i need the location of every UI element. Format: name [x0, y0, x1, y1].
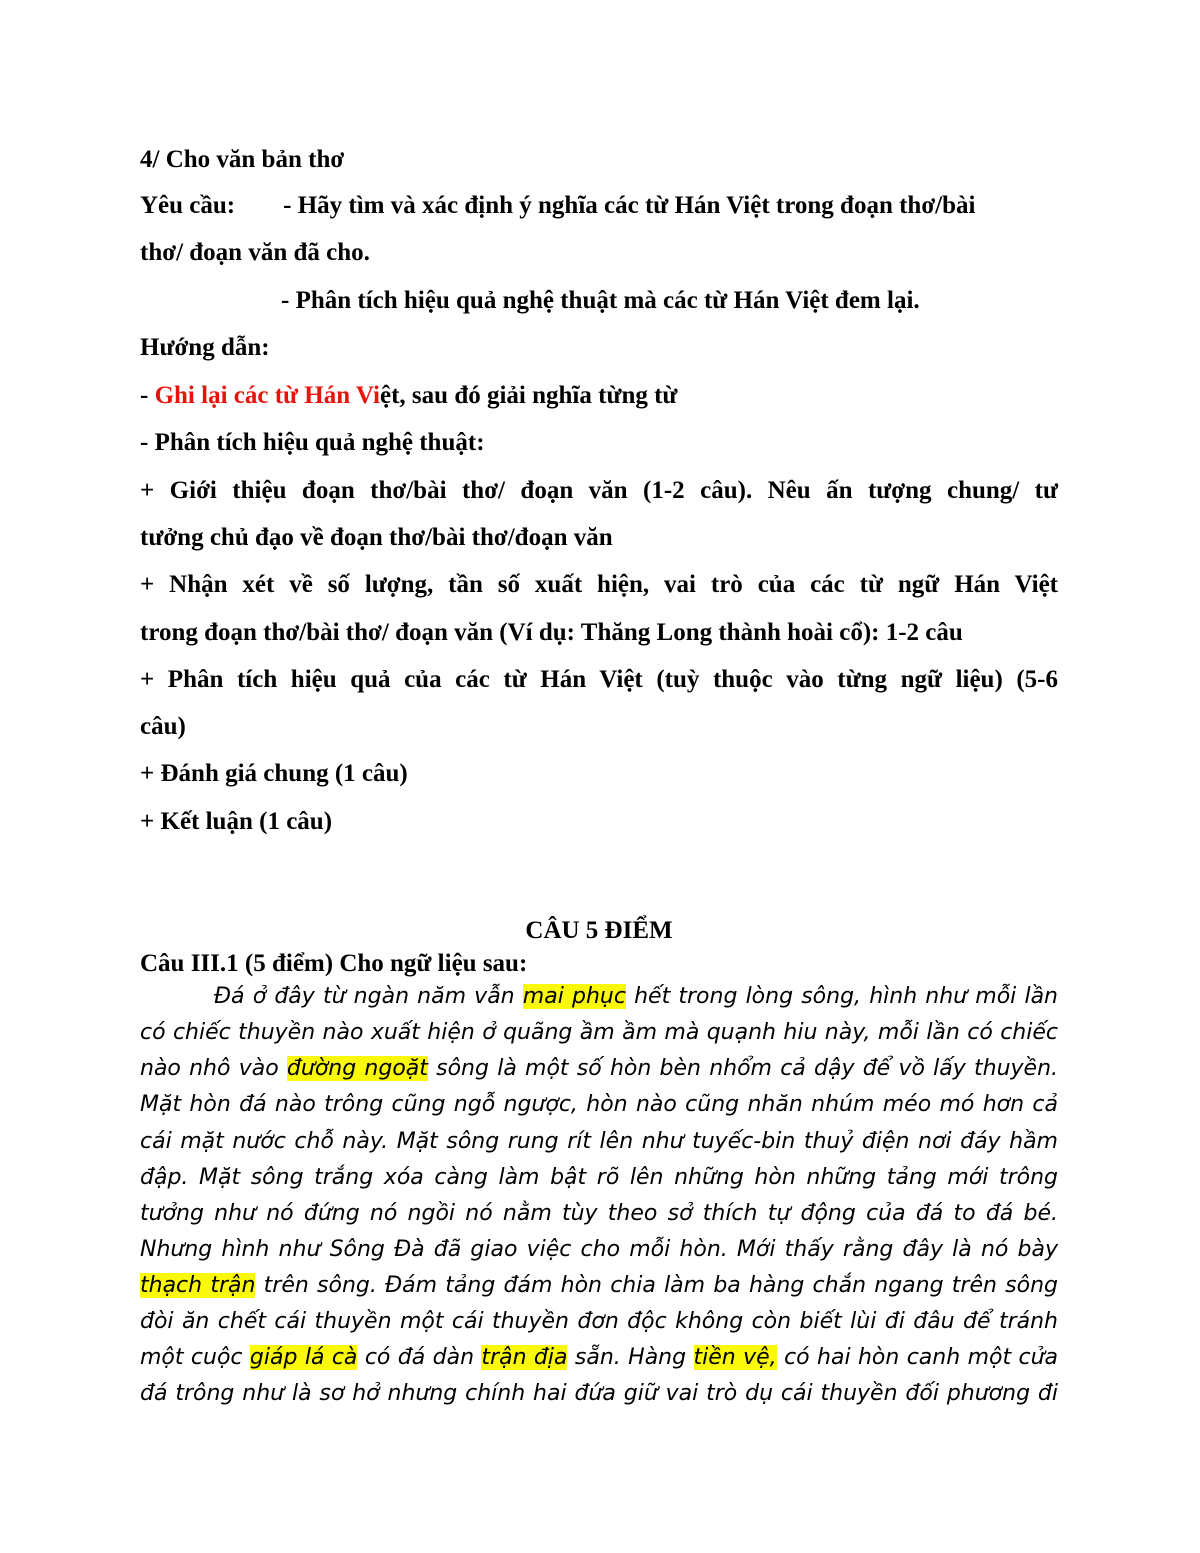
passage-line-11 [140, 1341, 1058, 1375]
guide-item-5b: câu) [140, 713, 186, 740]
passage-line-8: Nhưng hình như Sông Đà đã giao việc cho mỗi hòn. Mới thấy rằng đây là nó bày [140, 1237, 1058, 1262]
passage-line-9 [140, 1269, 1058, 1303]
question-heading: Câu III.1 (5 điểm) Cho ngữ liệu sau: [140, 950, 528, 977]
guide-item-1 [140, 380, 1058, 412]
guide-item-3b: tưởng chủ đạo về đoạn thơ/bài thơ/đoạn văn [140, 524, 613, 551]
requirement-line-1 [140, 190, 1058, 222]
passage-text: trên sông. Đám tảng đám hòn chia làm ba hàng chắn ngang trên sông [255, 1273, 1058, 1298]
passage-line-2: có chiếc thuyền nào xuất hiện ở quãng ầm ầm mà quạnh hiu này, mỗi lần có chiếc [140, 1020, 1058, 1045]
guide-item-1-rest: ệt, sau đó giải nghĩa từng từ [380, 382, 678, 409]
highlight-duong-ngoat: đường ngoặt [286, 1056, 428, 1081]
guide-item-3a: + Giới thiệu đoạn thơ/bài thơ/ đoạn văn (1-2 câu). Nêu ấn tượng chung/ tư [140, 477, 1058, 504]
guide-item-1-red: Ghi lại các từ Hán Vi [154, 382, 381, 409]
passage-text: Đá ở đây từ ngàn năm vẫn [214, 984, 523, 1009]
passage-line-3 [140, 1052, 1058, 1086]
section5-title: CÂU 5 ĐIỂM [525, 917, 673, 944]
requirement-label: Yêu cầu: [140, 192, 236, 219]
passage-line-6: đập. Mặt sông trắng xóa càng làm bật rõ lên những hòn những tảng mới trông [140, 1165, 1058, 1190]
requirement-2: - Phân tích hiệu quả nghệ thuật mà các từ Hán Việt đem lại. [281, 287, 920, 314]
guide-item-1-dash: - [140, 382, 155, 409]
passage-text: hết trong lòng sông, hình như mỗi lần [625, 984, 1058, 1009]
passage-line-10: đòi ăn chết cái thuyền một cái thuyền đơn độc không còn biết lùi đi đâu để tránh [140, 1309, 1058, 1334]
guide-item-2: - Phân tích hiệu quả nghệ thuật: [140, 429, 485, 456]
passage-line-12: đá trông như là sơ hở nhưng chính hai đứa giữ vai trò dụ cái thuyền đối phương đi [140, 1381, 1058, 1406]
passage-line-7: tưởng như nó đứng nó ngồi nó nằm tùy theo sở thích tự động của đá to đá bé. [140, 1201, 1058, 1226]
highlight-tran-dia: trận địa [481, 1345, 568, 1370]
highlight-tien-ve: tiền vệ, [693, 1345, 777, 1370]
section4-heading: 4/ Cho văn bản thơ [140, 146, 345, 173]
guide-item-6: + Đánh giá chung (1 câu) [140, 760, 408, 787]
passage-text: một cuộc [140, 1345, 250, 1370]
passage-text: sông là một số hòn bèn nhổm cả dậy để vồ lấy thuyền. [427, 1056, 1059, 1081]
passage-text: có hai hòn canh một cửa [776, 1345, 1059, 1370]
highlight-mai-phuc: mai phục [522, 984, 626, 1009]
passage-line-5: cái mặt nước chỗ này. Mặt sông rung rít lên như tuyếc-bin thuỷ điện nơi đáy hầm [140, 1129, 1058, 1154]
guide-item-5a: + Phân tích hiệu quả của các từ Hán Việt (tuỳ thuộc vào từng ngữ liệu) (5-6 [140, 666, 1058, 693]
highlight-giap-la-ca: giáp lá cà [249, 1345, 358, 1370]
passage-line-4: Mặt hòn đá nào trông cũng ngỗ ngược, hòn nào cũng nhăn nhúm méo mó hơn cả [140, 1092, 1058, 1117]
highlight-thach-tran: thạch trận [140, 1273, 256, 1298]
requirement-1b: thơ/ đoạn văn đã cho. [140, 239, 370, 266]
passage-text: có đá dàn [357, 1345, 482, 1370]
guide-label: Hướng dẫn: [140, 334, 270, 361]
requirement-1a: - Hãy tìm và xác định ý nghĩa các từ Hán Việt trong đoạn thơ/bài [283, 192, 976, 219]
guide-item-7: + Kết luận (1 câu) [140, 808, 333, 835]
passage-line-1 [140, 980, 1058, 1014]
guide-item-4a: + Nhận xét về số lượng, tần số xuất hiện, vai trò của các từ ngữ Hán Việt [140, 571, 1058, 598]
passage-text: sẵn. Hàng [567, 1345, 694, 1370]
passage-text: nào nhô vào [140, 1056, 287, 1081]
guide-item-4b: trong đoạn thơ/bài thơ/ đoạn văn (Ví dụ: Thăng Long thành hoài cổ): 1-2 câu [140, 619, 963, 646]
